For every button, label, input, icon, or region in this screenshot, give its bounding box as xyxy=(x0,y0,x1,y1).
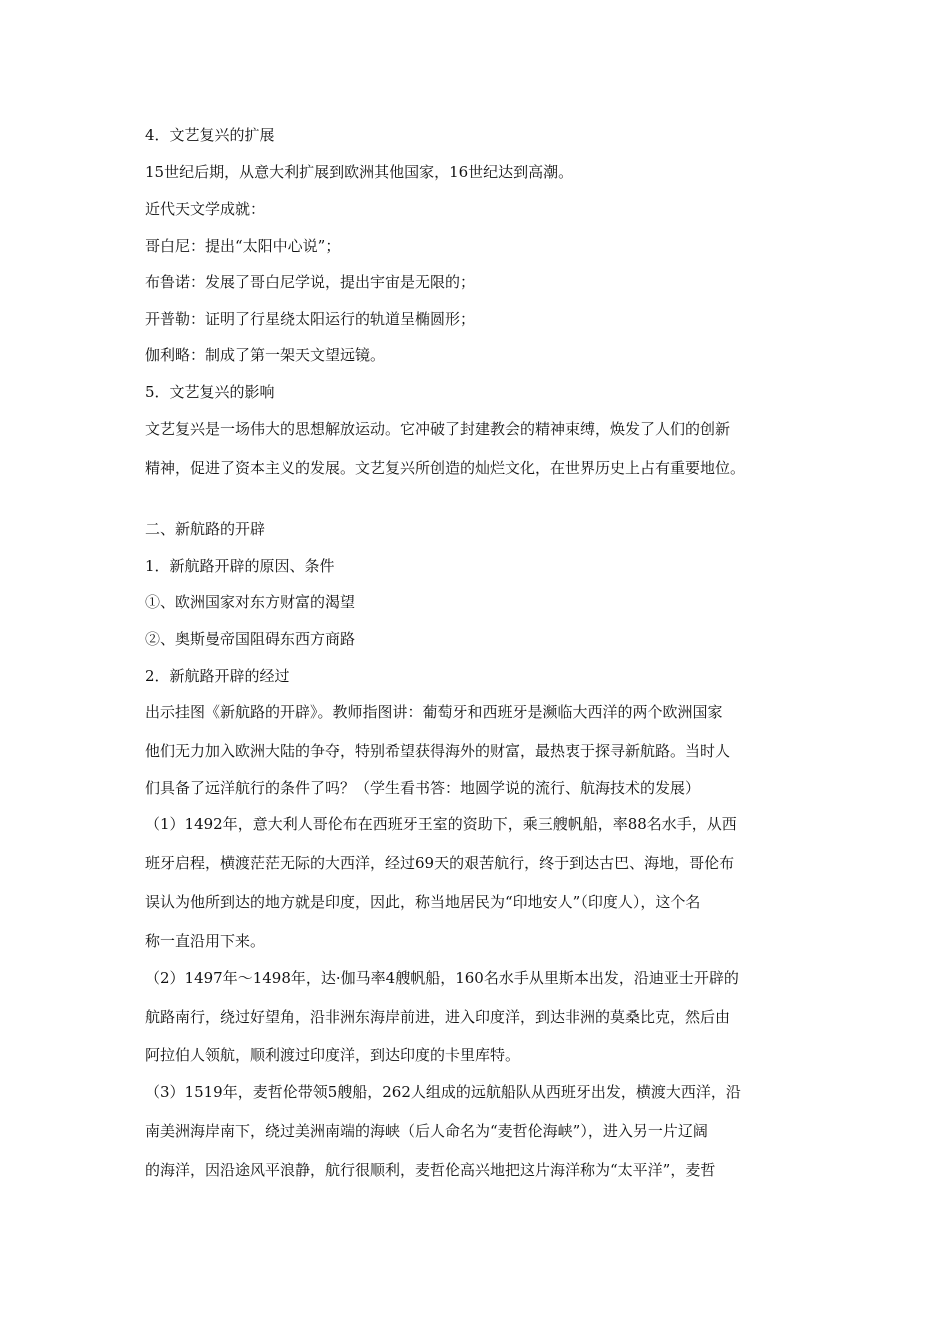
intro-line: 他们无力加入欧洲大陆的争夺，特别希望获得海外的财富，最热衷于探寻新航路。当时人 xyxy=(145,742,731,760)
gama-line: 阿拉伯人领航，顺利渡过印度洋，到达印度的卡里库特。 xyxy=(145,1046,521,1064)
magellan-line: 南美洲海岸南下，绕过美洲南端的海峡（后人命名为“麦哲伦海峡”），进入另一片辽阔 xyxy=(145,1122,708,1140)
section-title-new-routes: 二、新航路的开辟 xyxy=(145,520,266,538)
heading-causes: 1．新航路开辟的原因、条件 xyxy=(145,557,335,575)
paragraph-expansion: 15世纪后期，从意大利扩展到欧洲其他国家，16世纪达到高潮。 xyxy=(145,163,574,181)
heading-process: 2．新航路开辟的经过 xyxy=(145,667,290,685)
heading-renaissance-expansion: 4．文艺复兴的扩展 xyxy=(145,126,275,144)
magellan-line: （3）1519年，麦哲伦带领5艘船，262人组成的远航船队从西班牙出发，横渡大西洋，沿 xyxy=(145,1083,741,1101)
astronomer-kepler: 开普勒：证明了行星绕太阳运行的轨道呈椭圆形； xyxy=(145,310,476,328)
columbus-line: 班牙启程，横渡茫茫无际的大西洋，经过69天的艰苦航行，终于到达古巴、海地，哥伦布 xyxy=(145,854,735,872)
astronomer-bruno: 布鲁诺：发展了哥白尼学说，提出宇宙是无限的； xyxy=(145,273,476,291)
magellan-line: 的海洋，因沿途风平浪静，航行很顺利，麦哲伦高兴地把这片海洋称为“太平洋”，麦哲 xyxy=(145,1161,716,1179)
columbus-line: 误认为他所到达的地方就是印度，因此，称当地居民为“印地安人”（印度人），这个名 xyxy=(145,893,701,911)
paragraph-influence-line: 精神，促进了资本主义的发展。文艺复兴所创造的灿烂文化，在世界历史上占有重要地位。 xyxy=(145,459,746,477)
columbus-line: （1）1492年，意大利人哥伦布在西班牙王室的资助下，乘三艘帆船，率88名水手，从西 xyxy=(145,815,737,833)
cause-item: ①、欧洲国家对东方财富的渴望 xyxy=(145,593,356,611)
gama-line: 航路南行，绕过好望角，沿非洲东海岸前进，进入印度洋，到达非洲的莫桑比克，然后由 xyxy=(145,1008,731,1026)
gama-line: （2）1497年～1498年，达·伽马率4艘帆船，160名水手从里斯本出发，沿迪亚士开辟的 xyxy=(145,969,739,987)
columbus-line: 称一直沿用下来。 xyxy=(145,932,266,950)
heading-renaissance-influence: 5．文艺复兴的影响 xyxy=(145,383,275,401)
paragraph-influence-line: 文艺复兴是一场伟大的思想解放运动。它冲破了封建教会的精神束缚，焕发了人们的创新 xyxy=(145,420,731,438)
astronomer-copernicus: 哥白尼：提出“太阳中心说”； xyxy=(145,237,341,255)
intro-line: 们具备了远洋航行的条件了吗？（学生看书答：地圆学说的流行、航海技术的发展） xyxy=(145,779,701,797)
astronomer-galileo: 伽利略：制成了第一架天文望远镜。 xyxy=(145,346,386,364)
heading-astronomy: 近代天文学成就： xyxy=(145,200,266,218)
cause-item: ②、奥斯曼帝国阻碍东西方商路 xyxy=(145,630,356,648)
intro-line: 出示挂图《新航路的开辟》。教师指图讲：葡萄牙和西班牙是濒临大西洋的两个欧洲国家 xyxy=(145,703,723,721)
